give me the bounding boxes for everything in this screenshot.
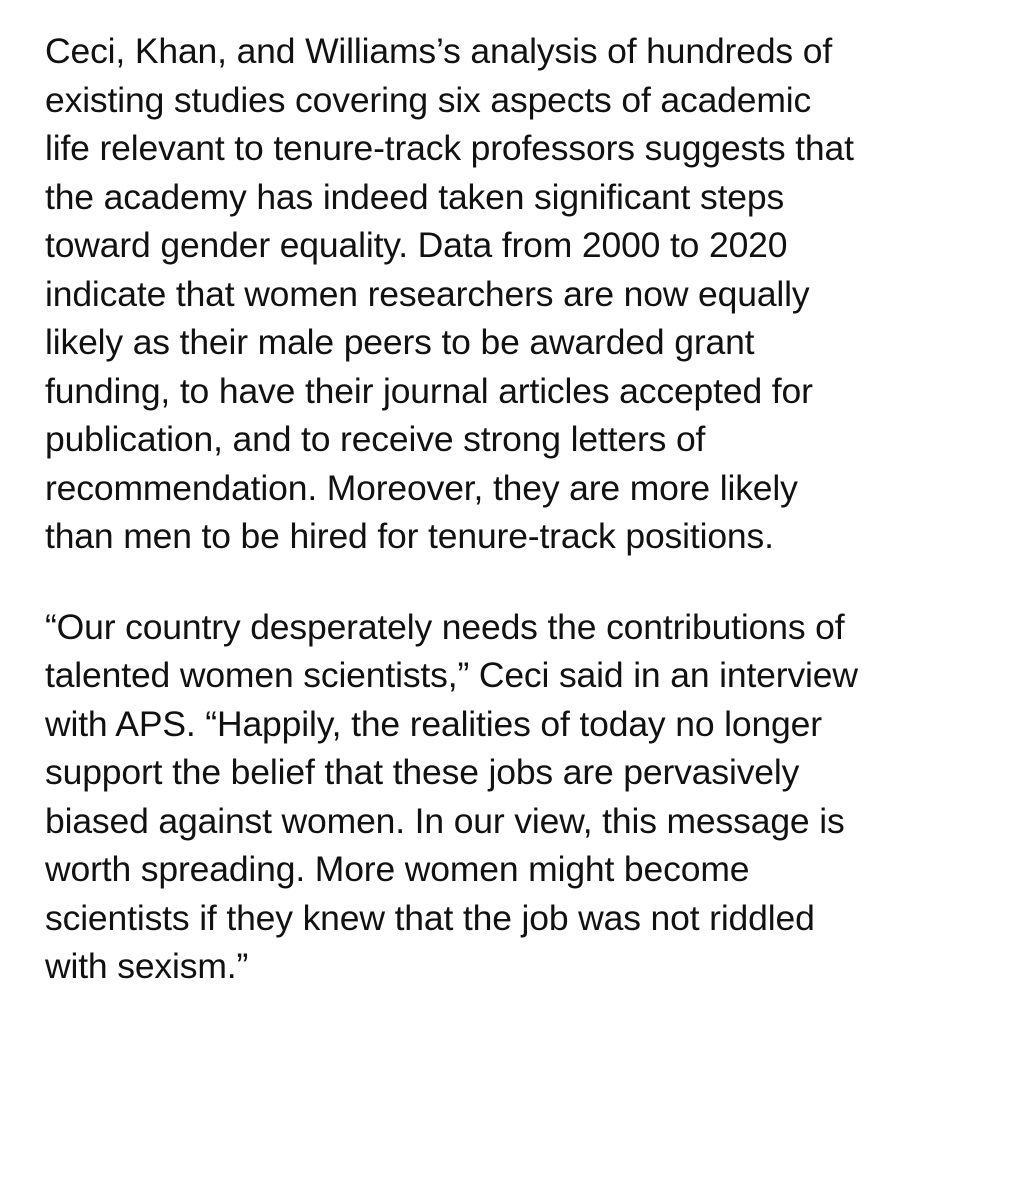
paragraph-line: with APS. “Happily, the realities of today no longer xyxy=(45,703,822,744)
paragraph-line: Ceci, Khan, and Williams’s analysis of hundreds of xyxy=(45,31,833,71)
paragraph-line: biased against women. In our view, this message is xyxy=(45,800,845,841)
paragraph-line: publication, and to receive strong letters of xyxy=(45,419,706,459)
paragraph-line: funding, to have their journal articles accepted for xyxy=(45,370,813,411)
paragraph-line: existing studies covering six aspects of academic xyxy=(45,79,812,120)
paragraph-line: recommendation. Moreover, they are more likely xyxy=(45,467,798,508)
paragraph-line: the academy has indeed taken significant steps xyxy=(45,176,785,217)
paragraph-line: support the belief that these jobs are pervasively xyxy=(45,752,800,792)
paragraph-line: talented women scientists,” Ceci said in an interview xyxy=(45,655,858,695)
paragraph-line: likely as their male peers to be awarded grant xyxy=(45,322,755,362)
paragraph-line: life relevant to tenure-track professors suggests that xyxy=(45,128,854,168)
paragraph-line: “Our country desperately needs the contributions of xyxy=(45,606,845,647)
paragraph-line: with sexism.” xyxy=(45,946,249,986)
paragraph-line: toward gender equality. Data from 2000 to 2020 xyxy=(45,225,788,265)
paragraph-line: than men to be hired for tenure-track positions. xyxy=(45,516,774,556)
paragraph-line: indicate that women researchers are now equally xyxy=(45,273,810,314)
paragraph-2-quote xyxy=(45,603,1005,991)
paragraph-line: worth spreading. More women might become xyxy=(45,849,750,889)
paragraph-1 xyxy=(45,27,1005,561)
paragraph-line: scientists if they knew that the job was not riddled xyxy=(45,897,815,938)
article-body xyxy=(45,27,1005,991)
